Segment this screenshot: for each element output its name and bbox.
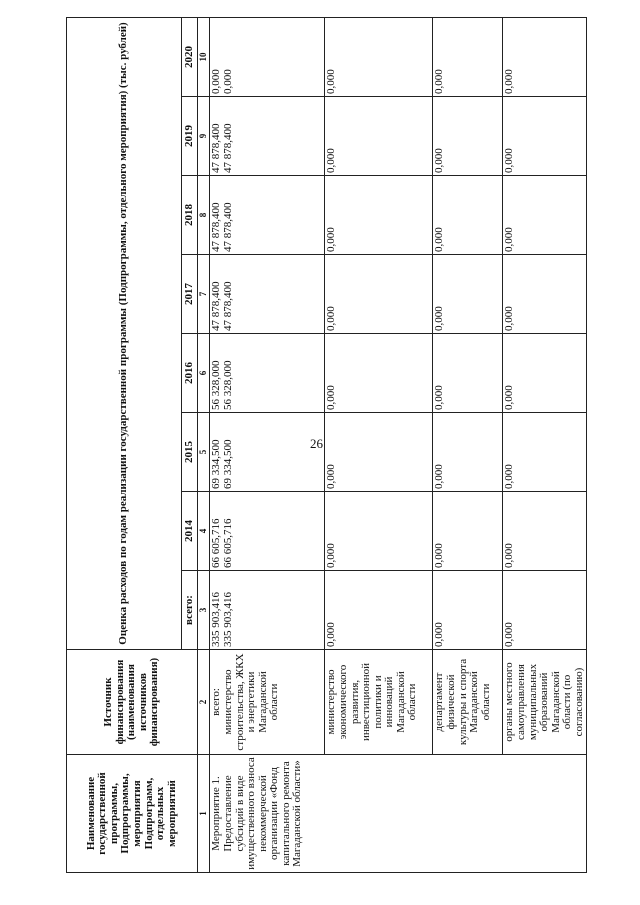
column-number: 1 <box>198 755 210 873</box>
column-number: 9 <box>198 97 210 176</box>
value: 0,000 <box>433 17 503 96</box>
measure-title: Мероприятие 1. <box>210 776 223 851</box>
value: 47 878,400 <box>210 281 223 331</box>
value-cell <box>210 176 325 255</box>
value-cell <box>210 97 325 176</box>
value: 335 903,416 <box>221 592 234 647</box>
column-number: 7 <box>198 255 210 334</box>
value: 0,000 <box>433 571 503 650</box>
value: 0,000 <box>433 492 503 571</box>
value: 0,000 <box>503 334 587 413</box>
header-year: 2019 <box>182 97 198 176</box>
header-year: 2014 <box>182 492 198 571</box>
budget-table <box>66 17 587 873</box>
value-cell <box>210 255 325 334</box>
value: 0,000 <box>503 492 587 571</box>
table-row <box>210 17 325 872</box>
value: 0,000 <box>210 69 223 94</box>
source-label: министерство строительства, ЖКХ и энергетики Магаданской области <box>221 653 281 751</box>
source-cell <box>210 650 325 755</box>
header-year: 2020 <box>182 17 198 96</box>
column-number: 8 <box>198 176 210 255</box>
header-name: Наименование государственной программы, Подпрограммы, мероприятия Подпрограмм, отдельных мероприятий <box>67 755 198 873</box>
value: 0,000 <box>433 413 503 492</box>
value: 66 605,716 <box>210 518 223 568</box>
value: 66 605,716 <box>221 518 234 568</box>
value: 335 903,416 <box>210 592 223 647</box>
value: 0,000 <box>503 413 587 492</box>
column-number: 5 <box>198 413 210 492</box>
header-year: 2015 <box>182 413 198 492</box>
value: 69 334,500 <box>210 439 223 489</box>
value: 0,000 <box>325 334 433 413</box>
header-year: 2018 <box>182 176 198 255</box>
value-cell <box>210 492 325 571</box>
measure-cell <box>210 755 587 873</box>
value: 0,000 <box>221 69 234 94</box>
column-number: 10 <box>198 17 210 96</box>
column-number: 2 <box>198 650 210 755</box>
value: 56 328,000 <box>210 360 223 410</box>
value: 0,000 <box>325 492 433 571</box>
value-cell <box>210 17 325 96</box>
page-number: 26 <box>310 436 323 451</box>
table-row <box>503 17 587 872</box>
value: 0,000 <box>503 17 587 96</box>
header-estimate: Оценка расходов по годам реализации государственной программы (Подпрограммы, отдельного мероприятия) (тыс. рублей) <box>67 17 182 649</box>
value: 0,000 <box>503 97 587 176</box>
value: 0,000 <box>433 97 503 176</box>
value: 56 328,000 <box>221 360 234 410</box>
source-label: министерство экономического развития, инвестиционной политики и инноваций Магаданской области <box>325 650 433 755</box>
source-total-label: всего: <box>210 688 223 716</box>
budget-table-rotated <box>66 18 585 873</box>
value: 0,000 <box>325 571 433 650</box>
value: 0,000 <box>503 571 587 650</box>
value: 0,000 <box>325 17 433 96</box>
value: 47 878,400 <box>221 281 234 331</box>
header-year: 2017 <box>182 255 198 334</box>
value: 0,000 <box>433 255 503 334</box>
table-row <box>325 17 433 872</box>
column-number: 4 <box>198 492 210 571</box>
measure-description: Предоставление субсидий в виде имущественного взноса некоммерческой организации «Фонд капитального ремонта Магаданской области» <box>221 757 304 870</box>
column-number: 6 <box>198 334 210 413</box>
value: 47 878,400 <box>221 123 234 173</box>
value: 0,000 <box>325 255 433 334</box>
value: 47 878,400 <box>221 202 234 252</box>
value-cell <box>210 334 325 413</box>
value: 0,000 <box>433 334 503 413</box>
value: 69 334,500 <box>221 439 234 489</box>
header-year: 2016 <box>182 334 198 413</box>
header-source: Источник финансирования (наименования источников финансирования) <box>67 650 198 755</box>
value: 0,000 <box>503 176 587 255</box>
value-cell <box>210 571 325 650</box>
value: 0,000 <box>433 176 503 255</box>
value: 0,000 <box>325 176 433 255</box>
value: 47 878,400 <box>210 123 223 173</box>
value: 0,000 <box>503 255 587 334</box>
source-label: органы местного самоуправления муниципальных образований Магаданской области (по согласованию) <box>503 650 587 755</box>
value: 0,000 <box>325 97 433 176</box>
value: 47 878,400 <box>210 202 223 252</box>
header-total: всего: <box>182 571 198 650</box>
value-cell <box>210 413 325 492</box>
table-row <box>433 17 503 872</box>
source-label: департамент физической культуры и спорта Магаданской области <box>433 650 503 755</box>
column-number: 3 <box>198 571 210 650</box>
value: 0,000 <box>325 413 433 492</box>
